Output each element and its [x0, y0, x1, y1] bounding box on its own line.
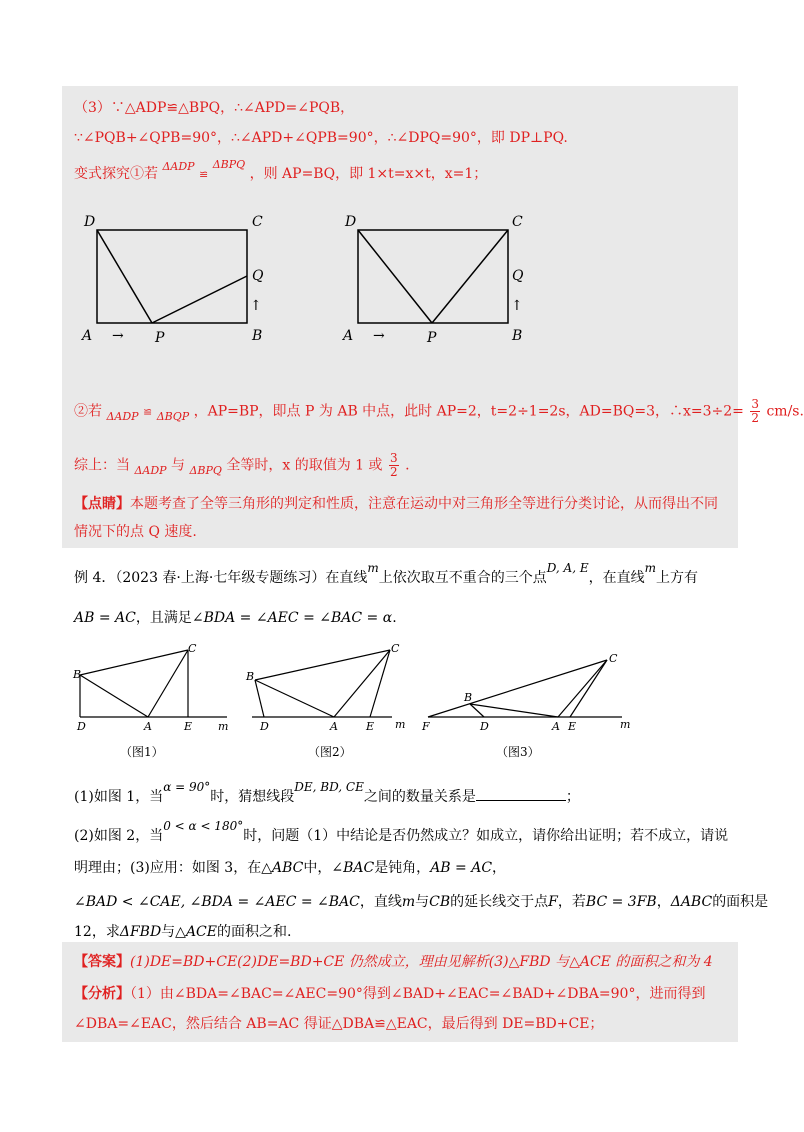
triangle-bqp: ΔBQP [156, 409, 190, 423]
fig3-label-b: B [464, 691, 473, 704]
label-q-2: Q [512, 268, 524, 284]
q2-line3-angles: ∠BAD < ∠CAE, ∠BDA = ∠AEC = ∠BAC [74, 894, 360, 910]
example-line-1 [74, 561, 699, 588]
fraction-denominator-2: 2 [389, 465, 398, 479]
segment-dp-2 [358, 230, 432, 323]
fig2-seg-bd [255, 680, 264, 717]
analysis-text-1: （1）由∠BDA=∠BAC=∠AEC=90°得到∠BAD+∠EAC=∠BAD+∠DBA=90°，进而得到 [130, 986, 706, 1002]
label-p-2: P [427, 330, 437, 346]
example-line-2 [74, 608, 397, 628]
answer-line [74, 952, 713, 972]
angle-condition: ∠BDA = ∠AEC = ∠BAC = α [191, 610, 393, 626]
q2-line3-f: F [548, 894, 558, 910]
triangle-adp-2: ΔADP [106, 409, 139, 423]
example-text-1b: 上依次取互不重合的三个点 [378, 570, 547, 586]
fig2-label-d: D [260, 720, 269, 733]
question-2-line-3 [74, 892, 768, 912]
q2-line3-c: 与 [415, 894, 430, 910]
answer-text: (1)DE=BD+CE(2)DE=BD+CE 仍然成立，理由见解析(3)△FBD 与△ACE 的面积之和为 4 [130, 954, 713, 970]
label-b-1: B [252, 328, 263, 344]
q2-line2-d: ， [492, 860, 507, 876]
solution-text-1: （3）∵△ADP≌△BPQ，∴∠APD=∠PQB， [74, 100, 355, 116]
fig2-seg-bc [255, 650, 390, 680]
comment-tag: 【点睛】 [74, 496, 130, 512]
fig3-label-a: A [552, 720, 560, 733]
fig2-caption: （图2） [308, 745, 352, 759]
analysis-line-1 [74, 984, 705, 1004]
rect-figure-2 [358, 230, 508, 323]
q2-line3-m: m [401, 894, 416, 910]
q2-line4-a: 12，求 [74, 924, 120, 940]
fig3-label-c: C [609, 652, 618, 665]
solution-line-1 [74, 98, 354, 118]
question-2-line-4 [74, 922, 291, 942]
q2-line3-bc: BC = 3FB [585, 894, 657, 910]
fig1-label-d: D [77, 720, 86, 733]
comment-text-2: 情况下的点 Q 速度. [74, 524, 197, 540]
fig1-label-b: B [73, 668, 82, 681]
fraction-numerator-2: 3 [389, 451, 398, 465]
comment-line-1 [74, 494, 718, 514]
summary-and: 与 [171, 457, 186, 474]
q1-text-c: 之间的数量关系是 [363, 789, 476, 805]
label-p-1: P [155, 330, 165, 346]
analysis-tag: 【分析】 [74, 986, 130, 1002]
q2-line4-b: 与 [161, 924, 176, 940]
q2-line4-c: 的面积之和. [216, 924, 292, 940]
fig3-label-f: F [422, 720, 430, 733]
q2-line4-t1: ΔFBD [119, 924, 162, 940]
fig3-seg-fc [428, 660, 607, 717]
fig1-seg-ba [80, 675, 148, 717]
question-1 [74, 780, 580, 807]
q2-line3-g: 的面积是 [712, 894, 769, 910]
answer-tag: 【答案】 [74, 954, 130, 970]
question-2-line-1 [74, 819, 729, 846]
rectangle-abcd-1 [97, 230, 247, 323]
answer-blank[interactable] [476, 786, 566, 801]
q2-line3-d: 的延长线交于点 [450, 894, 549, 910]
example-text-2b: ，且满足 [135, 610, 192, 626]
fig1-label-a: A [144, 720, 152, 733]
fig3-caption: （图3） [496, 745, 540, 759]
triangle-adp-3: ΔADP [134, 463, 167, 477]
variant-label: 变式探究①若 [74, 166, 158, 182]
line-m-1: m [367, 561, 379, 575]
question-2-line-2 [74, 858, 506, 878]
q1-text-a: (1)如图 1，当 [74, 789, 164, 805]
label-a-1: A [82, 328, 93, 344]
fig1-seg-ac [148, 650, 188, 717]
fraction-three-halves-2 [389, 452, 399, 479]
fraction-three-halves [750, 398, 760, 425]
line-m-2: m [644, 561, 657, 575]
fig1-label-m: m [218, 720, 229, 733]
fig2-seg-ba [255, 680, 334, 717]
q2-triangle: △ABC [261, 860, 304, 876]
q2-eq: AB = AC [430, 860, 493, 876]
variant-conclusion: ，则 AP=BQ，即 1×t=x×t，x=1； [249, 166, 488, 182]
rectangle-abcd-2 [358, 230, 508, 323]
fig2-label-e: E [366, 720, 375, 733]
fig2-seg-ce [370, 650, 390, 717]
q2-line3-triangle: ΔABC [670, 894, 713, 910]
ab-eq-ac: AB = AC [74, 610, 136, 626]
fraction-denominator: 2 [751, 411, 759, 425]
solution-line-3 [74, 158, 488, 185]
comment-text-1: 本题考查了全等三角形的判定和性质，注意在运动中对三角形全等进行分类讨论，从而得出不同 [130, 496, 718, 512]
fig1-seg-bc [80, 650, 188, 675]
rect-figure-1 [97, 230, 247, 323]
q2-line4-t2: △ACE [175, 924, 217, 940]
q2-angle: ∠BAC [331, 860, 375, 876]
summary-end: . [405, 457, 410, 474]
segment-pq-1 [152, 276, 247, 323]
analysis-line-2 [74, 1014, 603, 1034]
solution-text-2: ∵∠PQB+∠QPB=90°，∴∠APD+∠QPB=90°，∴∠DPQ=90°，即 DP⊥PQ. [74, 130, 568, 146]
example-title: 例 4．（2023 春·上海·七年级专题练习）在直线 [74, 570, 368, 586]
triangle-adp: ΔADP [162, 160, 195, 173]
fig1-label-c: C [188, 642, 197, 655]
fig3-seg-ac [558, 660, 607, 717]
fig1-label-e: E [184, 720, 193, 733]
q2-line3-b: ，直线 [359, 894, 402, 910]
fig3-label-d: D [480, 720, 489, 733]
q2-text-b: 时，问题（1）中结论是否仍然成立？如成立，请你给出证明；若不成立，请说 [243, 828, 729, 844]
q2-line3-f2: ， [656, 894, 671, 910]
q2-line2-c: 是钝角， [374, 860, 431, 876]
solution-line-2 [74, 128, 568, 148]
q1-segments: DE, BD, CE [294, 780, 364, 794]
q2-range: 0 < α < 180° [163, 819, 244, 833]
label-d-1: D [84, 214, 96, 230]
fig3-label-m: m [620, 718, 631, 731]
label-c-1: C [252, 214, 263, 230]
triangle-bpq-3: ΔBPQ [189, 463, 222, 477]
congruent-symbol-2: ≌ [143, 405, 153, 419]
solution-line-4 [74, 398, 804, 425]
fig3-seg-ba [470, 704, 558, 717]
q2-line2-a: 明理由；(3)应用：如图 3，在 [74, 860, 262, 876]
label-b-2: B [512, 328, 523, 344]
fig2-label-b: B [246, 670, 255, 683]
q2-line3-e: ，若 [557, 894, 586, 910]
fig2-label-m: m [395, 718, 406, 731]
arrow-right-1: → [112, 328, 124, 344]
solution-line-5 [74, 452, 410, 479]
summary-text: 全等时，x 的取值为 1 或 [226, 457, 383, 474]
fig2-label-a: A [330, 720, 338, 733]
q1-text-b: 时，猜想线段 [210, 789, 295, 805]
label-c-2: C [512, 214, 523, 230]
unit-text: cm/s. [766, 403, 804, 420]
fig1-caption: （图1） [120, 745, 164, 759]
example-text-2d: . [392, 610, 397, 626]
q1-text-d: ； [565, 789, 580, 805]
rect-figures [62, 206, 582, 356]
label-q-1: Q [252, 268, 264, 284]
q1-alpha: α = 90° [163, 780, 211, 794]
case-two-label: ②若 [74, 403, 102, 420]
fig3-seg-ce [570, 660, 607, 717]
fig3-label-e: E [568, 720, 577, 733]
congruent-symbol: ≌ [199, 168, 209, 181]
segment-pc-2 [432, 230, 508, 323]
comment-line-2 [74, 522, 197, 542]
label-d-2: D [345, 214, 357, 230]
label-a-2: A [343, 328, 354, 344]
arrow-up-1: ↑ [250, 298, 262, 314]
arrow-up-2: ↑ [511, 298, 523, 314]
summary-label: 综上：当 [74, 457, 130, 474]
fig2-label-c: C [391, 642, 400, 655]
example-text-1c: ，在直线 [588, 570, 645, 586]
q2-line2-b: 中， [303, 860, 332, 876]
arrow-right-2: → [373, 328, 385, 344]
q2-line3-cb: CB [429, 894, 451, 910]
q2-text-a: (2)如图 2，当 [74, 828, 164, 844]
triangle-bpq: ΔBPQ [212, 158, 246, 171]
example-figures [62, 638, 662, 763]
case-two-text: ，AP=BP，即点 P 为 AB 中点，此时 AP=2，t=2÷1=2s，AD=BQ=3，∴x=3÷2= [193, 403, 744, 420]
example-text-1d: 上方有 [656, 570, 699, 586]
fraction-numerator: 3 [751, 397, 759, 411]
points-dae: D, A, E [546, 561, 589, 575]
analysis-text-2: ∠DBA=∠EAC，然后结合 AB=AC 得证△DBA≌△EAC，最后得到 DE=BD+CE； [74, 1016, 604, 1032]
segment-dp-1 [97, 230, 152, 323]
